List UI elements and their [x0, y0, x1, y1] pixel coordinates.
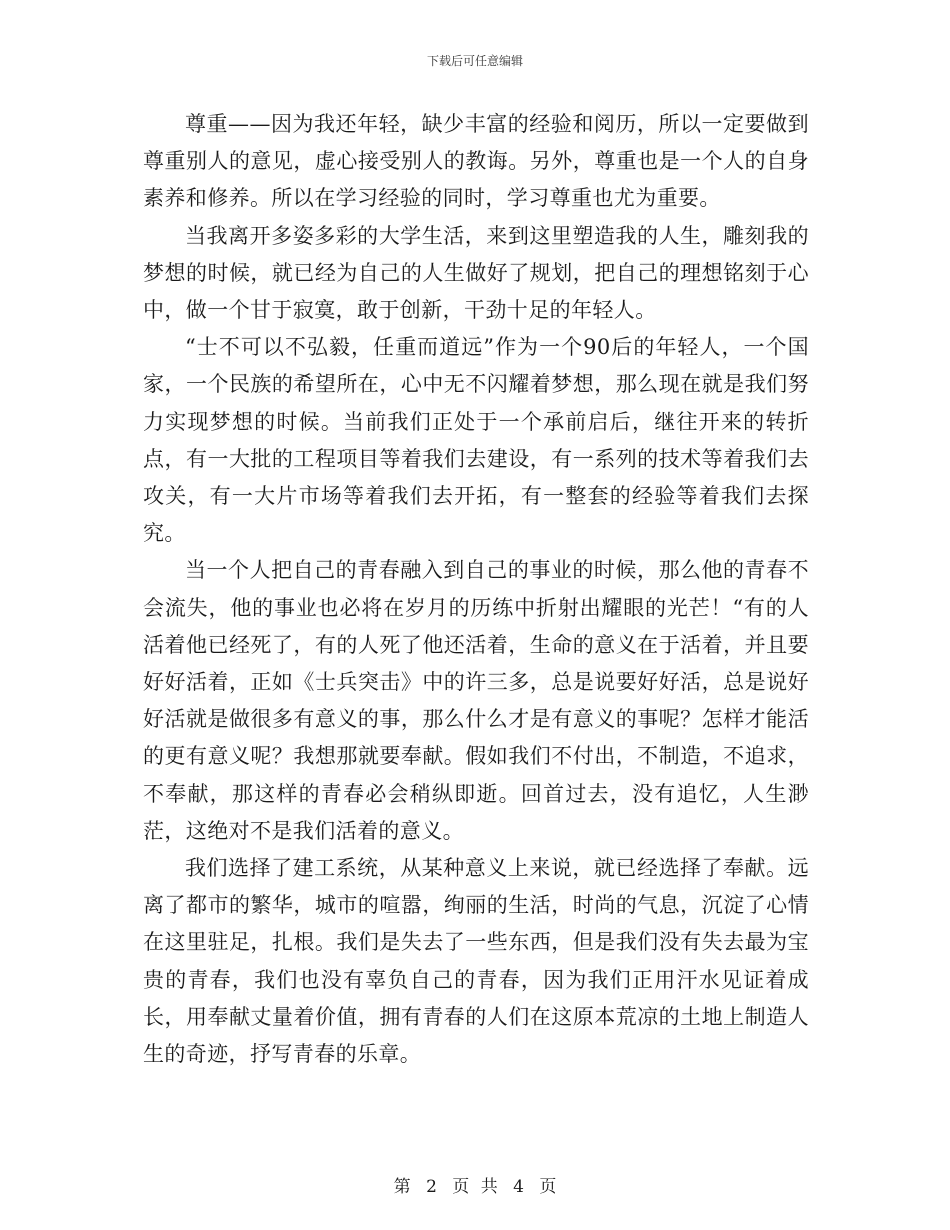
- paragraph-leaving-university: 当我离开多姿多彩的大学生活，来到这里塑造我的人生，雕刻我的梦想的时候，就已经为自己的人生做好了规划，把自己的理想铭刻于心中，做一个甘于寂寞，敢于创新，干劲十足的年轻人。: [143, 223, 809, 323]
- footer-current-page: 2: [426, 1177, 437, 1197]
- paragraph-youth-career: 当一个人把自己的青春融入到自己的事业的时候，那么他的青春不会流失，他的事业也必将在岁月的历练中折射出耀眼的光芒！“有的人活着他已经死了，有的人死了他还活着，生命的意义在于活着，并且要好好活着，正如《士兵突击》中的许三多，总是说要好好活，总是说好好活就是做很多有意义的事，那么什么才是有意义的事呢？怎样才能活的更有意义呢？我想那就要奉献。假如我们不付出，不制造，不追求，不奉献，那这样的青春必会稍纵即逝。回首过去，没有追忆，人生渺茫，这绝对不是我们活着的意义。: [143, 558, 809, 843]
- footer-prefix: 第: [393, 1177, 411, 1197]
- footer-total-pages: 4: [513, 1177, 524, 1197]
- page-footer: [0, 1172, 950, 1197]
- paragraph-dream: “士不可以不弘毅，任重而道远”作为一个90后的年轻人，一个国家，一个民族的希望所在，心中无不闪耀着梦想，那么现在就是我们努力实现梦想的时候。当前我们正处于一个承前启后，继往开来的转折点，有一大批的工程项目等着我们去建设，有一系列的技术等着我们去攻关，有一大片市场等着我们去开拓，有一整套的经验等着我们去探究。: [143, 335, 809, 546]
- page-header-note: 下载后可任意编辑: [426, 54, 523, 68]
- footer-middle: 页 共: [452, 1177, 498, 1197]
- paragraph-dedication: 我们选择了建工系统，从某种意义上来说，就已经选择了奉献。远离了都市的繁华，城市的喧嚣，绚丽的生活，时尚的气息，沉淀了心情在这里驻足，扎根。我们是失去了一些东西，但是我们没有失去最为宝贵的青春，我们也没有辜负自己的青春，因为我们正用汗水见证着成长，用奉献丈量着价值，拥有青春的人们在这原本荒凉的土地上制造人生的奇迹，抒写青春的乐章。: [143, 856, 809, 1067]
- paragraph-respect: 尊重——因为我还年轻，缺少丰富的经验和阅历，所以一定要做到尊重别人的意见，虚心接受别人的教诲。另外，尊重也是一个人的自身素养和修养。所以在学习经验的同时，学习尊重也尤为重要。: [143, 112, 809, 211]
- document-body: [143, 106, 809, 1073]
- footer-suffix: 页: [539, 1177, 557, 1197]
